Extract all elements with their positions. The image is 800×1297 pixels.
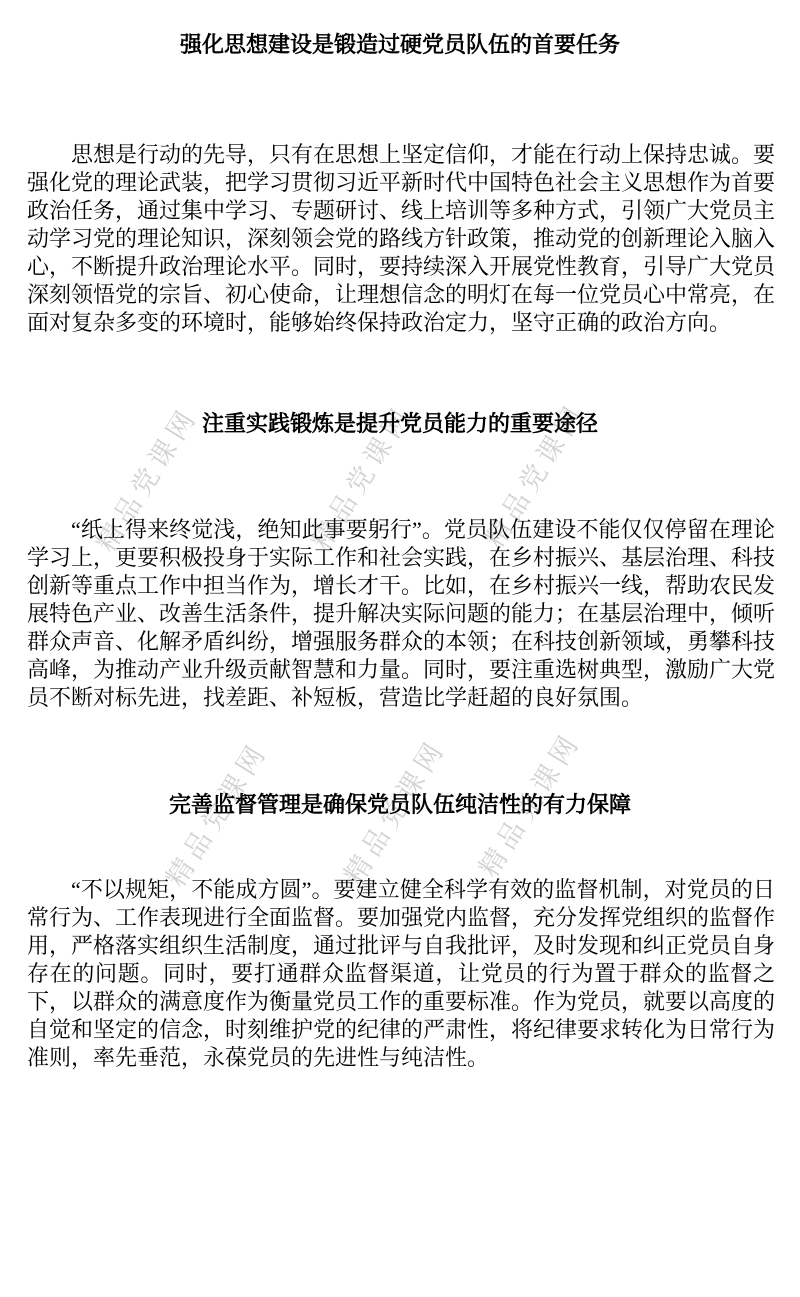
document-page bbox=[0, 31, 800, 1297]
watermark-text: 精品党课网 bbox=[473, 726, 587, 883]
section-paragraph-1: 思想是行动的先导，只有在思想上坚定信仰，才能在行动上保持忠诚。要强化党的理论武装，把学习贯彻习近平新时代中国特色社会主义思想作为首要政治任务，通过集中学习、专题研讨、线上培训等多种方式，引领广大党员主动学习党的理论知识，深刻领会党的路线方针政策，推动党的创新理论入脑入心，不断提升政治理论水平。同时，要持续深入开展党性教育，引导广大党员深刻领悟党的宗旨、初心使命，让理想信念的明灯在每一位党员心中常亮，在面对复杂多变的环境时，能够始终保持政治定力，坚守正确的政治方向。 bbox=[27, 142, 776, 335]
section-heading-3: 完善监督管理是确保党员队伍纯洁性的有力保障 bbox=[168, 792, 631, 817]
watermark-text: 精品党课网 bbox=[305, 399, 419, 556]
watermark-text: 精品党课网 bbox=[90, 401, 204, 558]
section-paragraph-3: “不以规矩，不能成方圆”。要建立健全科学有效的监督机制，对党员的日常行为、工作表现进行全面监督。要加强党内监督，充分发挥党组织的监督作用，严格落实组织生活制度，通过批评与自我批评，及时发现和纠正党员自身存在的问题。同时，要打通群众监督渠道，让党员的行为置于群众的监督之下，以群众的满意度作为衡量党员工作的重要标准。作为党员，就要以高度的自觉和坚定的信念，时刻维护党的纪律的严肃性，将纪律要求转化为日常行为准则，率先垂范，永葆党员的先进性与纯洁性。 bbox=[27, 877, 776, 1070]
section-heading-1: 强化思想建设是锻造过硬党员队伍的首要任务 bbox=[179, 32, 620, 57]
watermark-text: 精品党课网 bbox=[160, 736, 274, 893]
watermark-text: 精品党课网 bbox=[478, 397, 592, 554]
watermark-text: 精品党课网 bbox=[338, 733, 452, 890]
section-paragraph-2: “纸上得来终觉浅，绝知此事要躬行”。党员队伍建设不能仅仅停留在理论学习上，更要积极投身于实际工作和社会实践，在乡村振兴、基层治理、科技创新等重点工作中担当作为，增长才干。比如，在乡村振兴一线，帮助农民发展特色产业、改善生活条件，提升解决实际问题的能力；在基层治理中，倾听群众声音、化解矛盾纠纷，增强服务群众的本领；在科技创新领域，勇攀科技高峰，为推动产业升级贡献智慧和力量。同时，要注重选树典型，激励广大党员不断对标先进，找差距、补短板，营造比学赶超的良好氛围。 bbox=[27, 517, 776, 710]
section-heading-2: 注重实践锻炼是提升党员能力的重要途径 bbox=[201, 411, 598, 436]
document-content bbox=[0, 31, 800, 1072]
